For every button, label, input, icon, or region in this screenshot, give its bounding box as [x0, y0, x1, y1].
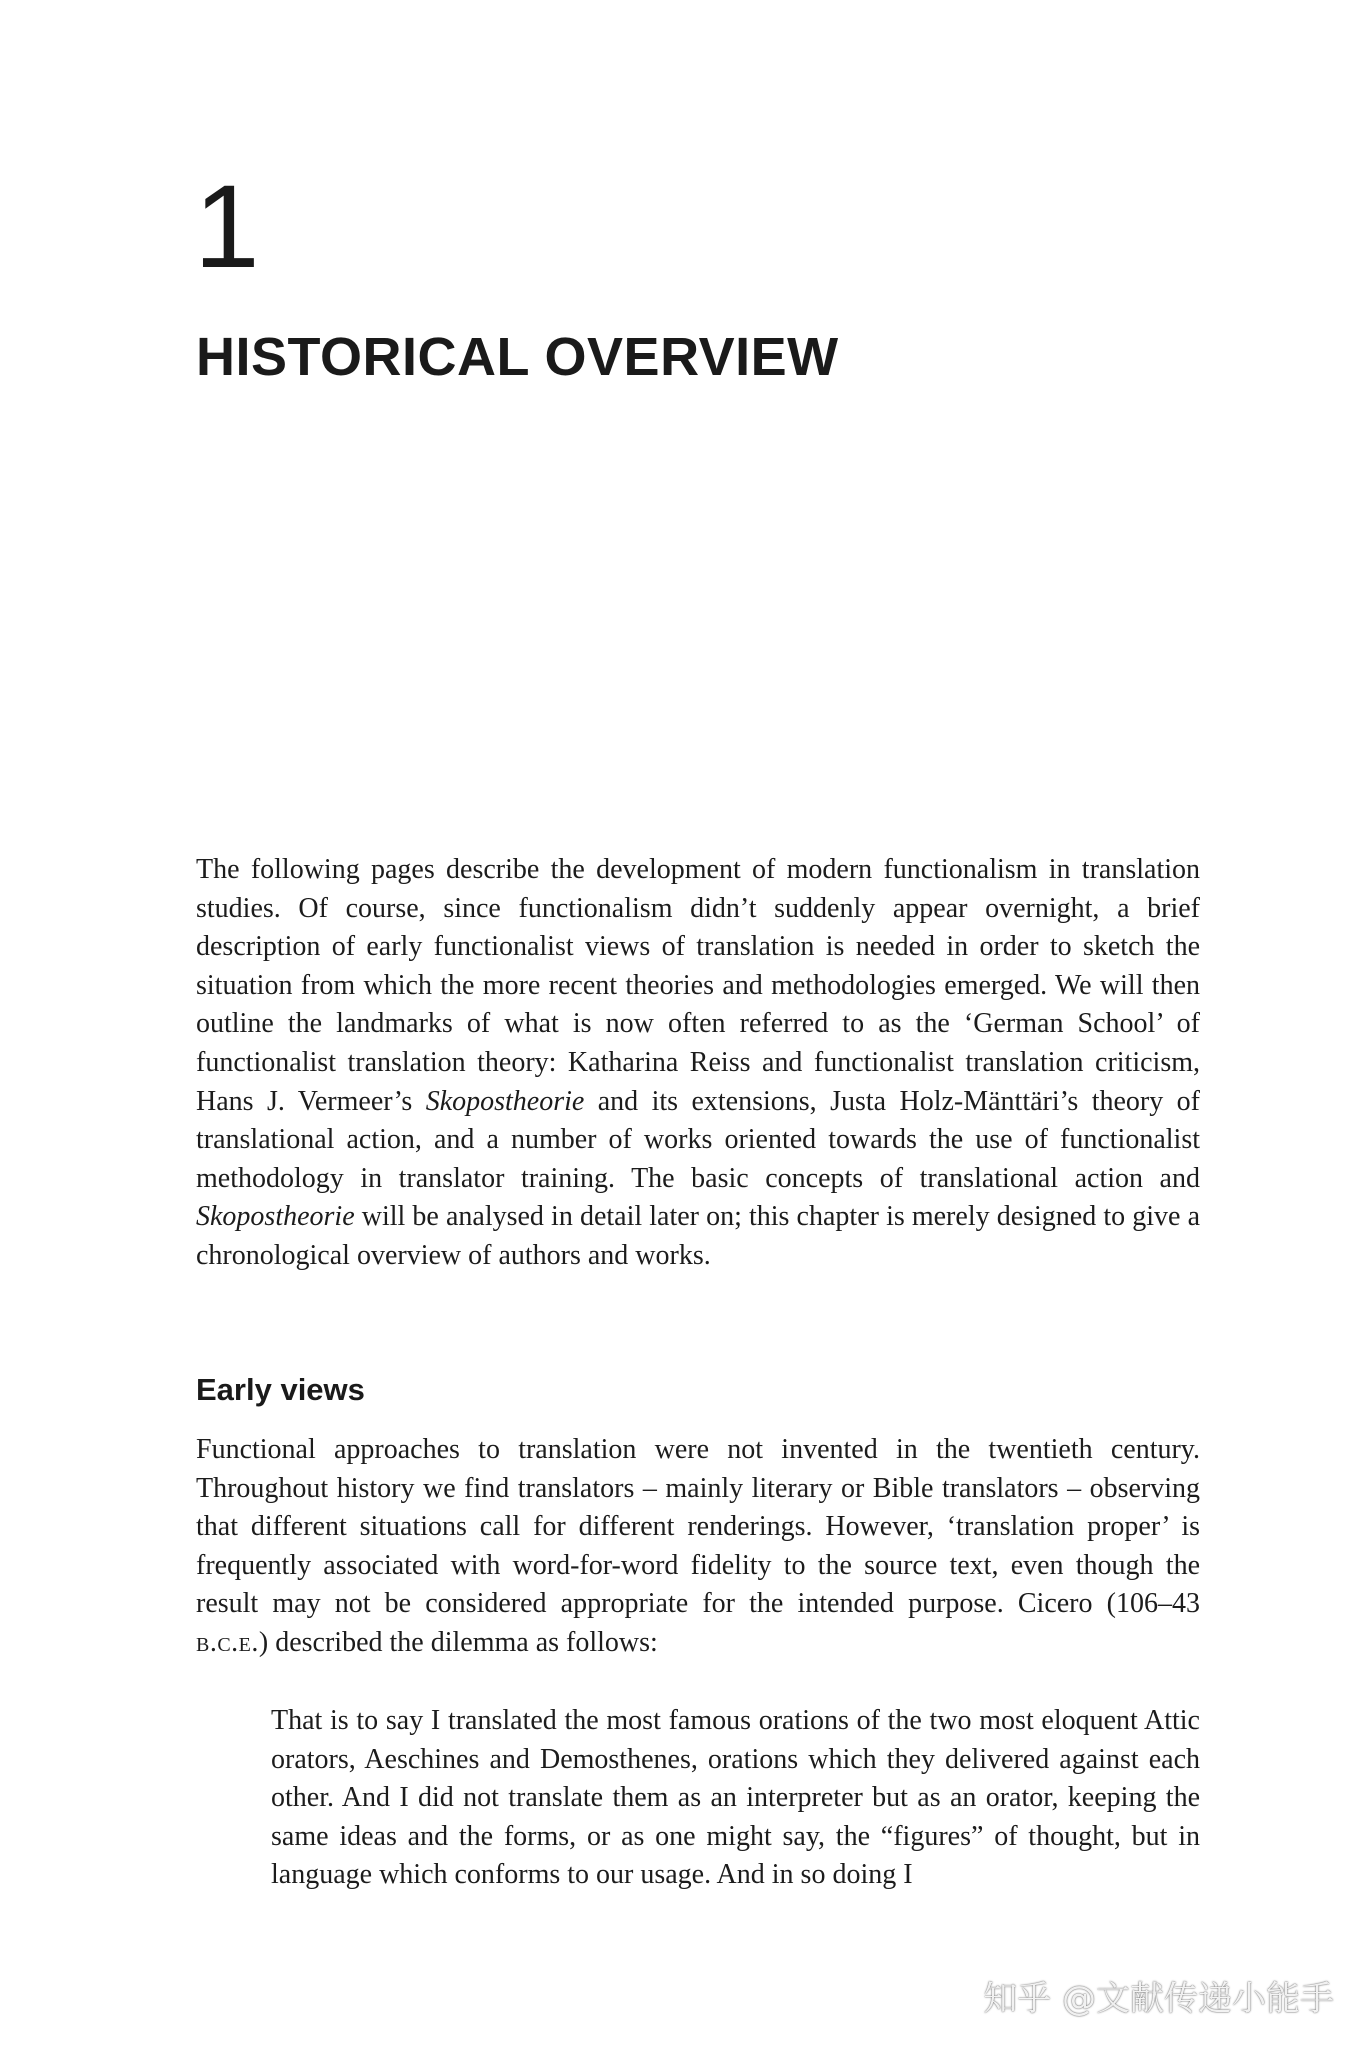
early-views-paragraph [196, 1431, 1200, 1663]
intro-italic-term-1: Skopostheorie [425, 1085, 585, 1117]
chapter-number: 1 [194, 161, 260, 293]
section-heading-early-views: Early views [196, 1372, 365, 1407]
early-views-text-part-2: ) described the dilemma as follows: [258, 1626, 658, 1658]
chapter-title: HISTORICAL OVERVIEW [196, 327, 839, 387]
watermark: 知乎 @文献传递小能手 [983, 1979, 1334, 2019]
intro-text-part-2: and its extensions, Justa Holz-Mänttäri’s theory of translational action, and a number of works oriented towards the use of functionalist methodology in translator training. The basic concepts of translational action and [196, 1085, 1200, 1194]
intro-text-part-1: The following pages describe the development of modern functionalism in translation studies. Of course, since functionalism didn’t suddenly appear overnight, a brief description of early functionalist views of translation is needed in order to sketch the situation from which the more recent theories and methodologies emerged. We will then outline the landmarks of what is now often referred to as the ‘German School’ of functionalist translation theory: Katharina Reiss and functionalist translation criticism, Hans J. Vermeer’s [196, 854, 1200, 1117]
intro-italic-term-2: Skopostheorie [196, 1201, 355, 1233]
cicero-block-quote: That is to say I translated the most famous orations of the two most eloquent Attic orators, Aeschines and Demosthenes, orations which they delivered against each other. And I did not translate them as an interpreter but as an orator, keeping the same ideas and the forms, or as one might say, the “figures” of thought, but in language which conforms to our usage. And in so doing I [271, 1705, 1200, 1891]
intro-paragraph [196, 851, 1200, 1276]
early-views-text-part-1: Functional approaches to translation were not invented in the twentieth century. Throughout history we find translators – mainly literary or Bible translators – observing that different situations call for different renderings. However, ‘translation proper’ is frequently associated with word-for-word fidelity to the source text, even though the result may not be considered appropriate for the intended purpose. Cicero (106–43 [196, 1434, 1200, 1620]
era-abbreviation: b.c.e. [196, 1626, 259, 1658]
intro-text-part-3: will be analysed in detail later on; this chapter is merely designed to give a chronological overview of authors and works. [196, 1201, 1200, 1271]
